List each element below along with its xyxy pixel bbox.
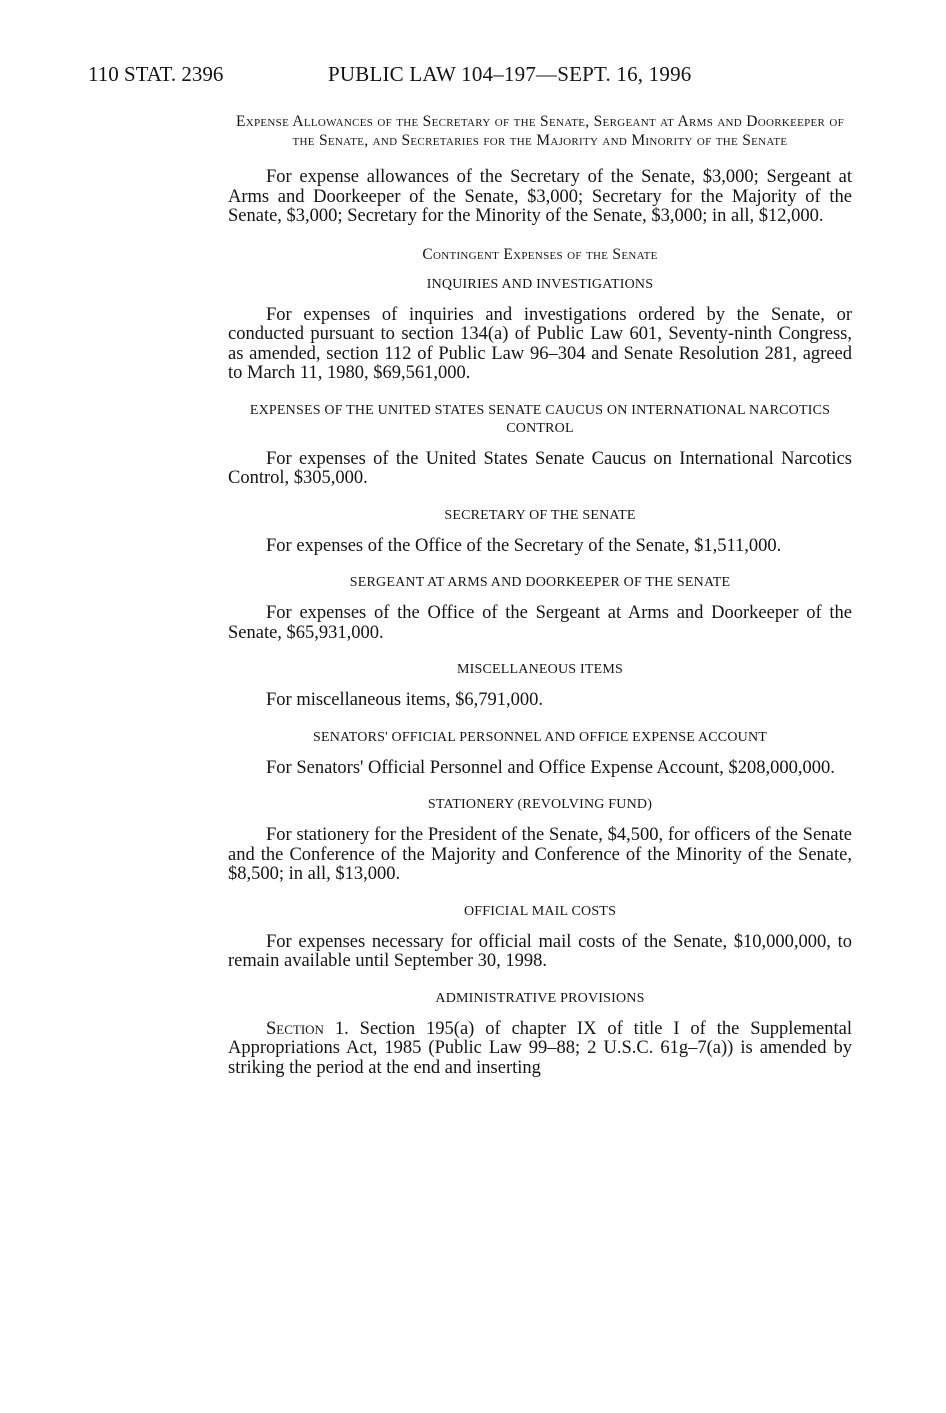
- section-heading-contingent-expenses: Contingent Expenses of the Senate: [422, 245, 658, 263]
- section-1-text: Section 195(a) of chapter IX of title I of the Supplemental Appropriations Act, 1985 (Public Law 99–88; 2 U.S.C. 61g–7(a)) is amended by striking the period at the end and inserting: [228, 1018, 852, 1078]
- subheading-sergeant-at-arms: SERGEANT AT ARMS AND DOORKEEPER OF THE SENATE: [349, 575, 731, 590]
- subheading-stationery: STATIONERY (REVOLVING FUND): [427, 797, 653, 812]
- paragraph-narcotics-caucus: For expenses of the United States Senate Caucus on International Narcotics Control, $305,000.: [228, 448, 852, 488]
- page-header: [88, 62, 808, 92]
- paragraph-senators-official-account: For Senators' Official Personnel and Office Expense Account, $208,000,000.: [266, 757, 835, 778]
- subheading-senators-official-account: SENATORS' OFFICIAL PERSONNEL AND OFFICE EXPENSE ACCOUNT: [312, 729, 768, 745]
- paragraph-official-mail-costs: For expenses necessary for official mail costs of the Senate, $10,000,000, to remain available until September 30, 1998.: [228, 931, 852, 971]
- paragraph-stationery: For stationery for the President of the Senate, $4,500, for officers of the Senate and the Conference of the Majority and Conference of the Minority of the Senate, $8,500; in all, $13,000.: [228, 825, 852, 884]
- statute-reference: 110 STAT. 2396: [88, 62, 224, 86]
- document-body: [228, 112, 852, 1096]
- subheading-inquiries-investigations: INQUIRIES AND INVESTIGATIONS: [426, 276, 654, 292]
- subheading-secretary-of-senate: SECRETARY OF THE SENATE: [444, 507, 636, 523]
- paragraph-inquiries-investigations: For expenses of inquiries and investigations ordered by the Senate, or conducted pursuant to section 134(a) of Public Law 601, Seventy-ninth Congress, as amended, section 112 of Public Law 96–304 and Senate Resolution 281, agreed to March 11, 1980, $69,561,000.: [228, 304, 852, 383]
- paragraph-section-1: [228, 1020, 852, 1079]
- subheading-miscellaneous-items: MISCELLANEOUS ITEMS: [457, 662, 623, 677]
- paragraph-secretary-of-senate: For expenses of the Office of the Secretary of the Senate, $1,511,000.: [266, 535, 782, 556]
- subheading-official-mail-costs: OFFICIAL MAIL COSTS: [463, 903, 617, 919]
- subheading-narcotics-caucus: EXPENSES OF THE UNITED STATES SENATE CAUCUS ON INTERNATIONAL NARCOTICS CONTROL: [249, 402, 831, 436]
- law-title: PUBLIC LAW 104–197—SEPT. 16, 1996: [328, 62, 692, 86]
- section-1-label: Section 1.: [266, 1018, 349, 1039]
- paragraph-sergeant-at-arms: For expenses of the Office of the Sergeant at Arms and Doorkeeper of the Senate, $65,931,000.: [228, 603, 852, 643]
- section-heading-expense-allowances: Expense Allowances of the Secretary of the Senate, Sergeant at Arms and Doorkeeper of the Senate, and Secretaries for the Majority and Minority of the Senate: [235, 113, 845, 149]
- paragraph-miscellaneous-items: For miscellaneous items, $6,791,000.: [266, 690, 543, 710]
- subheading-administrative-provisions: ADMINISTRATIVE PROVISIONS: [435, 990, 645, 1006]
- paragraph-expense-allowances: For expense allowances of the Secretary of the Senate, $3,000; Sergeant at Arms and Doorkeeper of the Senate, $3,000; Secretary for the Majority of the Senate, $3,000; Secretary for the Minority of the Senate, $3,000; in all, $12,000.: [228, 167, 852, 226]
